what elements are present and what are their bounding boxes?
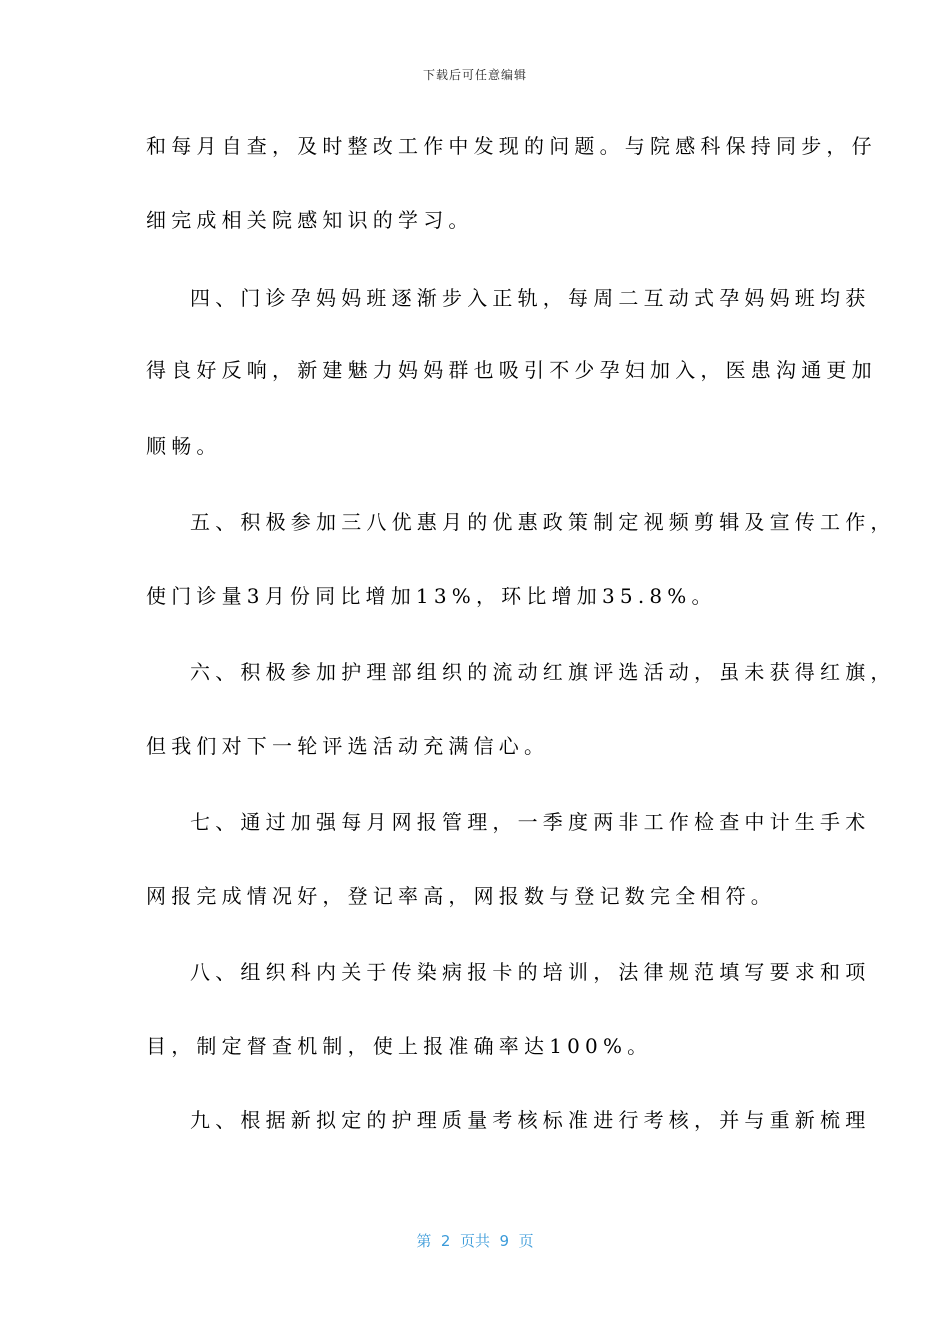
body-line: 使门诊量3月份同比增加13%，环比增加35.8%。 [146, 584, 717, 608]
paragraph-start-line: 七、通过加强每月网报管理，一季度两非工作检查中计生手术 [190, 810, 871, 834]
paragraph-start-line: 六、积极参加护理部组织的流动红旗评选活动，虽未获得红旗， [190, 660, 896, 684]
paragraph-start-line: 八、组织科内关于传染病报卡的培训，法律规范填写要求和项 [190, 960, 871, 984]
body-line: 得良好反响，新建魅力妈妈群也吸引不少孕妇加入，医患沟通更加 [146, 358, 877, 382]
body-line: 网报完成情况好，登记率高，网报数与登记数完全相符。 [146, 884, 776, 908]
body-line: 顺畅。 [146, 434, 222, 458]
header-note: 下载后可任意编辑 [422, 68, 527, 82]
body-line: 但我们对下一轮评选活动充满信心。 [146, 734, 550, 758]
page-number-footer: 第 2 页共 9 页 [416, 1232, 534, 1250]
body-line: 和每月自查，及时整改工作中发现的问题。与院感科保持同步，仔 [146, 134, 877, 158]
paragraph-start-line: 九、根据新拟定的护理质量考核标准进行考核，并与重新梳理 [190, 1108, 871, 1132]
body-line: 细完成相关院感知识的学习。 [146, 208, 474, 232]
paragraph-start-line: 五、积极参加三八优惠月的优惠政策制定视频剪辑及宣传工作， [190, 510, 896, 534]
paragraph-start-line: 四、门诊孕妈妈班逐渐步入正轨，每周二互动式孕妈妈班均获 [190, 286, 871, 310]
body-line: 目，制定督查机制，使上报准确率达100%。 [146, 1034, 653, 1058]
